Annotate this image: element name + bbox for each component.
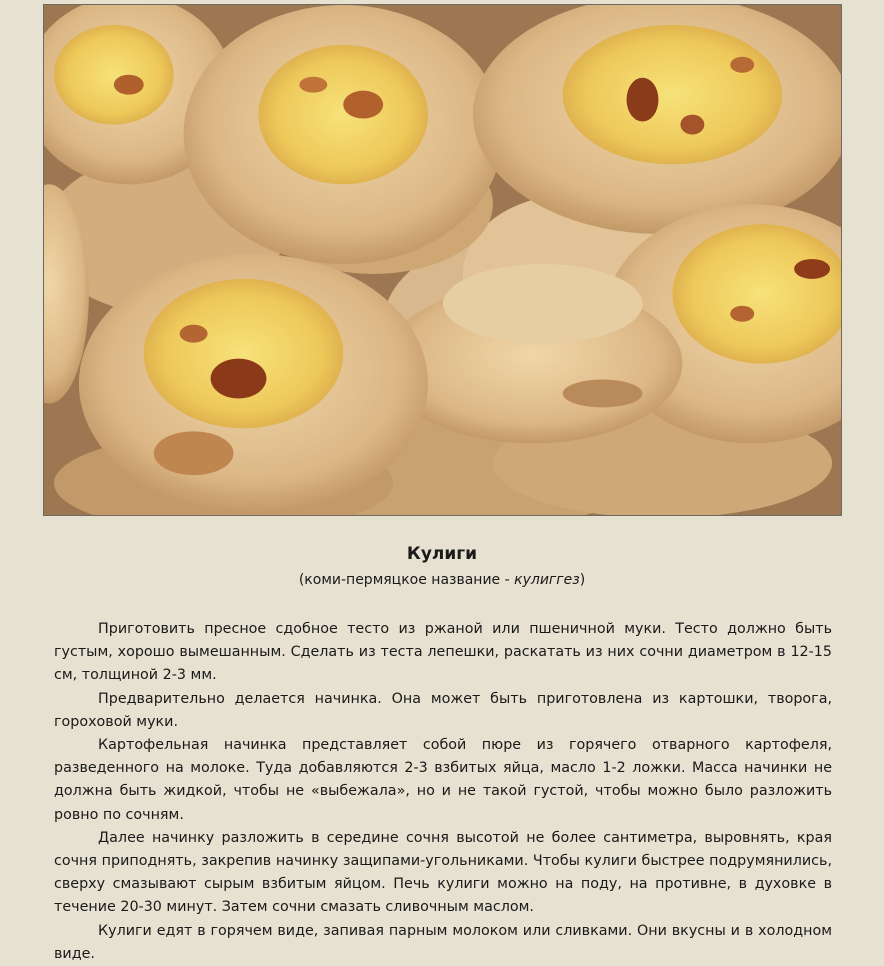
recipe-subtitle xyxy=(0,572,884,588)
paragraph-serving: Кулиги едят в горячем виде, запивая парным молоком или сливками. Они вкусны и в холодном виде. xyxy=(54,922,832,962)
paragraph-potato-filling: Картофельная начинка представляет собой пюре из горячего отварного картофеля, разведенного на молоке. Туда добавляются 2-3 взбитых яйца, масло 1-2 ложки. Масса начинки не должна быть жидкой, чтобы не «выбежала», но и не такой густой, чтобы можно было разложить ровно по сочням. xyxy=(54,737,832,823)
subtitle-prefix: (коми-пермяцкое название - xyxy=(298,572,515,588)
recipe-title: Кулиги xyxy=(406,544,478,564)
baked-pies-illustration xyxy=(44,5,841,515)
kuligi-photo xyxy=(43,4,842,516)
recipe-body xyxy=(54,618,832,966)
subtitle-local-name: кулиггез xyxy=(514,572,580,588)
pie-bottom-left xyxy=(79,254,428,513)
subtitle-suffix: ) xyxy=(579,572,586,588)
pie-top-center xyxy=(184,5,503,264)
paragraph-filling-intro: Предварительно делается начинка. Она может быть приготовлена из картошки, творога, гороховой муки. xyxy=(54,690,832,730)
paragraph-dough: Приготовить пресное сдобное тесто из ржаной или пшеничной муки. Тесто должно быть густым, хорошо вымешанным. Сделать из теста лепешки, раскатать из них сочни диаметром в 12-15 см, толщиной 2-3 мм. xyxy=(54,621,832,684)
paragraph-baking: Далее начинку разложить в середине сочня высотой не более сантиметра, выровнять, края сочня приподнять, закрепив начинку защипами-угольниками. Чтобы кулиги быстрее подрумянились, сверху смазывают сырым взбитым яйцом. Печь кулиги можно на поду, на противне, в духовке в течение 20-30 минут. Затем сочни смазать сливочным маслом. xyxy=(54,829,832,916)
